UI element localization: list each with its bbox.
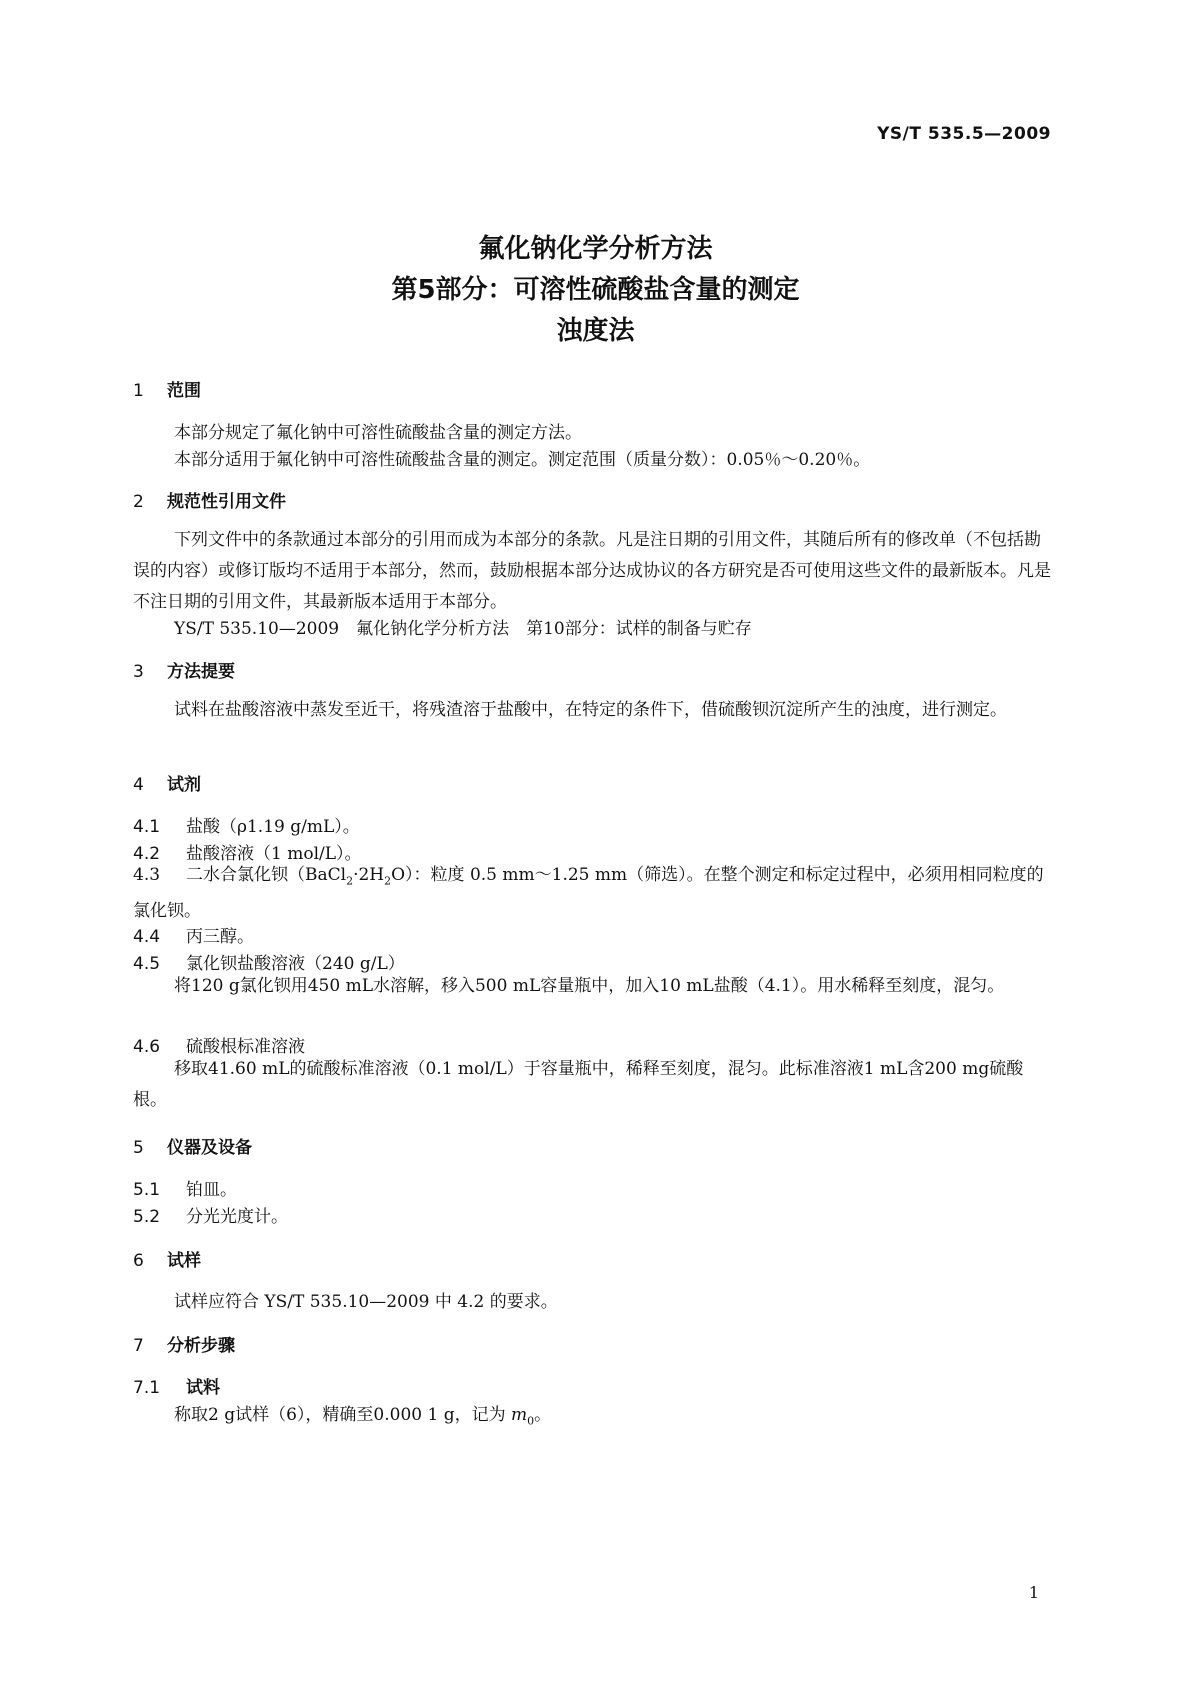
- section-title: 分析步骤: [167, 1336, 235, 1356]
- reagent-4-5-paragraph: 将120 g氯化钡用450 mL水溶解，移入500 mL容量瓶中，加入10 mL盐酸（4.1）。用水稀释至刻度，混匀。: [174, 976, 1005, 996]
- section-2-paragraph-1: 下列文件中的条款通过本部分的引用而成为本部分的条款。凡是注日期的引用文件，其随后所有的修改单（不包括勘误的内容）或修订版均不适用于本部分，然而，鼓励根据本部分达成协议的各方研究是否可使用这些文件的最新版本。凡是不注日期的引用文件，其最新版本适用于本部分。: [133, 530, 1051, 612]
- section-number: 5: [133, 1138, 144, 1158]
- section-3-paragraph-1: 试料在盐酸溶液中蒸发至近干，将残渣溶于盐酸中，在特定的条件下，借硫酸钡沉淀所产生的浊度，进行测定。: [174, 700, 1007, 720]
- apparatus-5-1: 5.1 铂皿。: [133, 1180, 237, 1200]
- document-title-line2: 第5部分：可溶性硫酸盐含量的测定: [391, 275, 800, 305]
- section-6-paragraph-1: 试样应符合 YS/T 535.10—2009 中 4.2 的要求。: [174, 1292, 558, 1312]
- section-number: 4: [133, 775, 144, 795]
- section-7-heading: [133, 1331, 235, 1356]
- apparatus-5-2: 5.2 分光光度计。: [133, 1207, 288, 1227]
- reagent-4-6: 4.6 硫酸根标准溶液: [133, 1037, 305, 1057]
- section-number: 1: [133, 381, 144, 401]
- section-3-heading: [133, 657, 235, 682]
- normative-reference: YS/T 535.10—2009 氟化钠化学分析方法 第10部分：试样的制备与贮存: [174, 619, 752, 639]
- document-title-line1: 氟化钠化学分析方法: [478, 234, 713, 264]
- section-title: 试样: [167, 1251, 201, 1271]
- page-number: 1: [1028, 1583, 1039, 1602]
- section-title: 范围: [167, 381, 201, 401]
- section-4-heading: [133, 770, 201, 795]
- section-1-paragraph-1: 本部分规定了氟化钠中可溶性硫酸盐含量的测定方法。: [174, 423, 582, 443]
- reagent-4-1: 4.1 盐酸（ρ1.19 g/mL）。: [133, 817, 360, 837]
- section-title: 方法提要: [167, 662, 235, 682]
- section-2-heading: [133, 487, 286, 512]
- section-1-heading: [133, 376, 201, 401]
- section-5-heading: [133, 1133, 252, 1158]
- document-title-line3: 浊度法: [556, 316, 635, 346]
- reagent-4-3: 4.3 二水合氯化钡$(BaCl_2\cdot 2H_2O)$：粒度 0.5 mm～1.25 mm（筛选）。在整个测定和标定过程中，必须用相同粒度的氯化钡。: [133, 865, 1044, 922]
- section-title: 仪器及设备: [167, 1138, 252, 1158]
- section-6-heading: [133, 1246, 201, 1271]
- subsection-7-1: 7.1 试料: [133, 1378, 220, 1398]
- reagent-4-2: 4.2 盐酸溶液（1 mol/L）。: [133, 844, 362, 864]
- standard-code: YS/T 535.5—2009: [877, 124, 1051, 144]
- section-number: 7: [133, 1336, 144, 1356]
- section-number: 6: [133, 1251, 144, 1271]
- section-title: 试剂: [167, 775, 201, 795]
- section-number: 2: [133, 492, 144, 512]
- section-1-paragraph-2: 本部分适用于氟化钠中可溶性硫酸盐含量的测定。测定范围（质量分数）：0.05％～0.20％。: [174, 450, 871, 470]
- section-number: 3: [133, 662, 144, 682]
- reagent-4-4: 4.4 丙三醇。: [133, 927, 254, 947]
- section-title: 规范性引用文件: [167, 492, 286, 512]
- reagent-4-6-paragraph: 移取41.60 mL的硫酸标准溶液（0.1 mol/L）于容量瓶中，稀释至刻度，混匀。此标准溶液1 mL含200 mg硫酸根。: [133, 1059, 1024, 1110]
- reagent-4-5: 4.5 氯化钡盐酸溶液（240 g/L）: [133, 954, 405, 974]
- subsection-7-1-paragraph: 称取2 g试样（6），精确至0.000 1 g，记为 $m_0$。: [174, 1405, 552, 1428]
